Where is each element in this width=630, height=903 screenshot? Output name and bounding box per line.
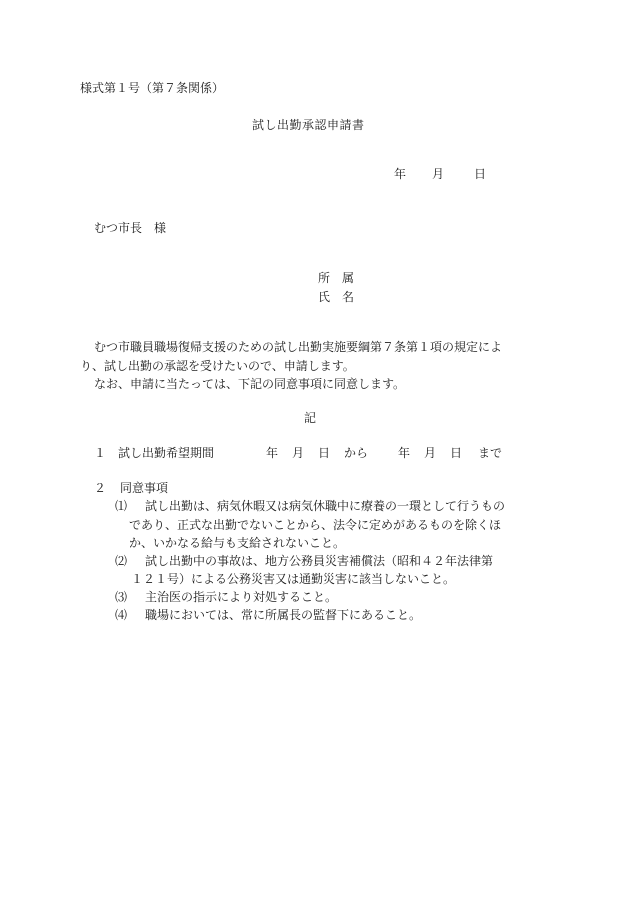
from-day: 日 [318,446,331,460]
from-year: 年 [266,446,279,460]
applicant-name: 氏 名 [318,290,355,304]
sub-item-1-text: 試し出勤は、病気休暇又は病気休職中に療養の一環として行うもの [145,499,506,513]
body-line-3: なお、申請に当たっては、下記の同意事項に同意します。 [94,377,406,391]
sub-item-3-text: 主治医の指示により対処すること。 [145,590,338,604]
sub-item-4-text: 職場においては、常に所属長の監督下にあること。 [145,608,422,622]
item-2-label: 同意事項 [120,481,169,495]
document-title: 試し出勤承認申請書 [252,118,365,132]
addressee: むつ市長 様 [94,221,167,235]
item-1 [94,445,514,461]
date-day: 日 [474,167,487,181]
ki-heading: 記 [304,411,317,425]
date-line [394,166,494,182]
sub-item-1-line-2: であり、正式な出勤でないことから、法令に定めがあるものを除くほ [129,518,502,532]
item-2-heading [94,480,168,496]
date-year: 年 [394,167,407,181]
form-number: 様式第１号（第７条関係） [80,81,225,95]
item-1-number: １ [94,446,107,460]
sub-item-3 [115,589,337,605]
to-text: まで [478,446,503,460]
item-1-label: 試し出勤希望期間 [118,446,215,460]
to-month: 月 [424,446,437,460]
sub-item-1-line-1 [115,498,505,514]
item-2-number: ２ [94,481,107,495]
sub-item-1-line-3: か、いかなる給与も支給されないこと。 [129,536,346,550]
to-year: 年 [398,446,411,460]
sub-item-4 [115,607,421,623]
date-month: 月 [432,167,445,181]
sub-item-4-number: ⑷ [115,608,128,622]
from-text: から [344,446,369,460]
body-line-1: むつ市職員職場復帰支援のための試し出勤実施要綱第７条第１項の規定によ [94,340,503,354]
body-line-2: り、試し出勤の承認を受けたいので、申請します。 [80,359,355,373]
sub-item-2-line-1 [115,553,493,569]
sub-item-1-number: ⑴ [115,499,128,513]
from-month: 月 [292,446,305,460]
applicant-affiliation: 所 属 [318,271,355,285]
sub-item-2-text: 試し出勤中の事故は、地方公務員災害補償法（昭和４２年法律第 [145,554,494,568]
to-day: 日 [450,446,463,460]
sub-item-3-number: ⑶ [115,590,128,604]
sub-item-2-line-2: １２１号）による公務災害又は通勤災害に該当しないこと。 [131,572,456,586]
sub-item-2-number: ⑵ [115,554,128,568]
